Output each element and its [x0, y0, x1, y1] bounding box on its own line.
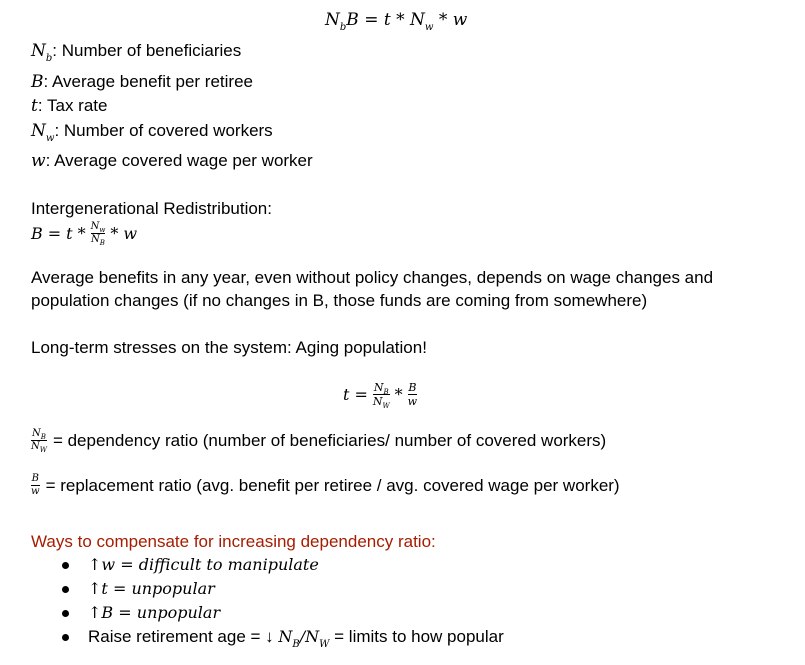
- way-item-benefit: ↑B = unpopular: [88, 603, 221, 622]
- definition-nw: $N_w$: Number of covered workers: [31, 121, 273, 144]
- replacement-ratio: $\frac{B}{w}$ = replacement ratio (avg. benefit per retiree / avg. covered wage per worker): [31, 473, 620, 497]
- bullet-dot: [62, 634, 69, 641]
- ways-heading: Ways to compensate for increasing dependency ratio:: [31, 532, 436, 551]
- t-formula: t = $\frac{N_B}{N_W}$ * $\frac{B}{w}$: [343, 381, 418, 410]
- definition-t: t: Tax rate: [31, 96, 108, 116]
- way-item-tax: ↑t = unpopular: [88, 579, 215, 598]
- dependency-ratio: $\frac{N_B}{N_W}$ = dependency ratio (number of beneficiaries/ number of covered workers): [31, 428, 607, 454]
- paragraph-line-1: Average benefits in any year, even without policy changes, depends on wage changes and: [31, 268, 714, 287]
- bullet-dot: [62, 610, 69, 617]
- intergen-fraction: $\frac{N_w}{N_B}$: [90, 221, 106, 247]
- definition-w: w: Average covered wage per worker: [31, 151, 313, 171]
- definition-b: B: Average benefit per retiree: [31, 72, 253, 92]
- intergen-heading: Intergenerational Redistribution:: [31, 199, 272, 218]
- way-item-wage: ↑w = difficult to manipulate: [88, 555, 319, 574]
- way-item-retirement-age: Raise retirement age = ↓ $N_B/N_W$ = limits to how popular: [88, 627, 504, 650]
- paragraph-line-2: population changes (if no changes in B, those funds are coming from somewhere): [31, 291, 648, 310]
- stress-line: Long-term stresses on the system: Aging population!: [31, 338, 427, 357]
- bullet-dot: [62, 562, 69, 569]
- intergen-formula: B = t * $\frac{N_w}{N_B}$ * w: [31, 221, 138, 247]
- bullet-dot: [62, 586, 69, 593]
- main-formula: $N_bB = t * N_w * w$: [325, 10, 468, 33]
- definition-nb: $N_b$: Number of beneficiaries: [31, 41, 242, 64]
